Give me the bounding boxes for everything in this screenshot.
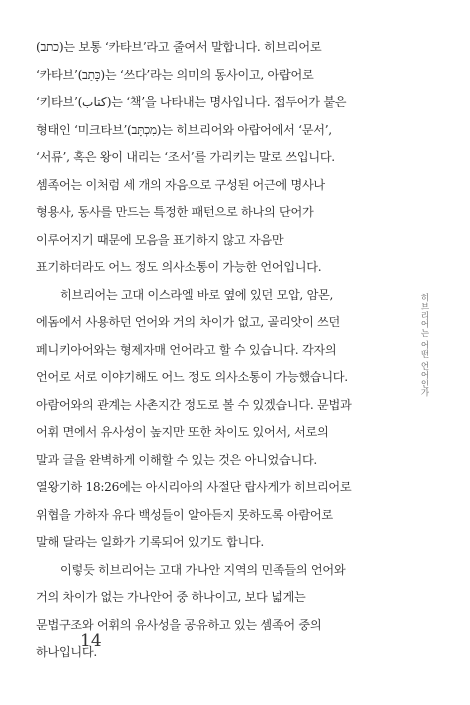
text-line: 문법구조와 어휘의 유사성을 공유하고 있는 셈족어 중의 xyxy=(36,617,322,632)
text-line: ‘카타브’(כָּתַב)는 ‘쓰다’라는 의미의 동사이고, 아랍어로 xyxy=(36,67,314,82)
paragraph xyxy=(36,34,396,282)
text-line: 에돔에서 사용하던 언어와 거의 차이가 없고, 골리앗이 쓰던 xyxy=(36,315,340,329)
text-line: 히브리어는 고대 이스라엘 바로 옆에 있던 모압, 암몬, xyxy=(60,287,334,302)
text-line: 셈족어는 이처럼 세 개의 자음으로 구성된 어근에 명사나 xyxy=(36,177,325,192)
text-line: ‘키타브’(كتاب)는 ‘책’을 나타내는 명사입니다. 접두어가 붙은 xyxy=(36,95,347,109)
text-line: 언어로 서로 이야기해도 어느 정도 의사소통이 가능했습니다. xyxy=(36,370,348,384)
text-line: 이렇듯 히브리어는 고대 가나안 지역의 민족들의 언어와 xyxy=(60,562,346,577)
text-line: 말과 글을 완벽하게 이해할 수 있는 것은 아니었습니다. xyxy=(36,452,318,467)
text-line: 이루어지기 때문에 모음을 표기하지 않고 자음만 xyxy=(36,232,284,247)
text-line: 페니키아어와는 형제자매 언어라고 할 수 있습니다. 각자의 xyxy=(36,342,337,357)
text-line: 열왕기하 18:26에는 아시리아의 사절단 랍사게가 히브리어로 xyxy=(36,480,352,494)
text-line: ‘서류’, 혹은 왕이 내리는 ‘조서’를 가리키는 말로 쓰입니다. xyxy=(36,150,335,164)
text-line: 말해 달라는 일화가 기록되어 있기도 합니다. xyxy=(36,535,264,549)
text-line: 형용사, 동사를 만드는 특정한 패턴으로 하나의 단어가 xyxy=(36,205,314,219)
text-line: 아람어와의 관계는 사촌지간 정도로 볼 수 있겠습니다. 문법과 xyxy=(36,397,352,412)
paragraph xyxy=(36,282,396,557)
text-line: 하나입니다. xyxy=(36,645,97,659)
text-line: 어휘 면에서 유사성이 높지만 또한 차이도 있어서, 서로의 xyxy=(36,425,329,439)
text-line: 형태인 ‘미크타브’(מִכְתָּב)는 히브리어와 아랍어에서 ‘문서’, xyxy=(36,122,332,137)
text-line: 거의 차이가 없는 가나안어 중 하나이고, 보다 넓게는 xyxy=(36,590,306,604)
text-line: 표기하더라도 어느 정도 의사소통이 가능한 언어입니다. xyxy=(36,260,322,274)
text-line: 위협을 가하자 유다 백성들이 알아듣지 못하도록 아람어로 xyxy=(36,507,333,522)
page-number: 14 xyxy=(80,631,102,651)
body-text xyxy=(36,34,396,667)
running-head: 히브리어는 어떤 언어인가 xyxy=(419,293,429,398)
text-line: (כתב)는 보통 ‘카타브’라고 줄여서 말합니다. 히브리어로 xyxy=(36,40,322,54)
